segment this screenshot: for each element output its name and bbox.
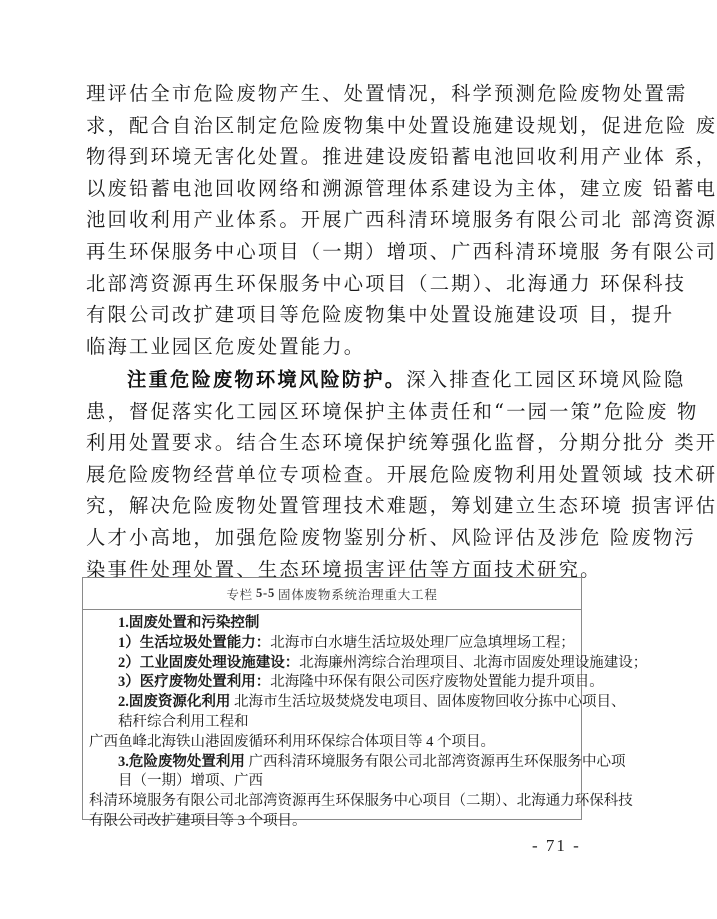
box-title-number: 5-5	[255, 586, 276, 600]
text-line: 广西鱼峰北海铁山港固废循环利用环保综合体项目等 4 个项目。	[89, 733, 495, 750]
text-line: 秸秆综合利用工程和	[118, 713, 249, 730]
box-title-text: 固体废物系统治理重大工程	[278, 587, 438, 602]
text-line: 利用处置要求。结合生态环境保护统筹强化监督，分期分批分 类开	[86, 431, 717, 455]
item-label: 3）医疗废物处置利用：	[118, 674, 271, 691]
text-line: 再生环保服务中心项目（一期）增项、广西科清环境服 务有限公司	[86, 239, 717, 263]
section-heading: 1.固废处置和污染控制	[118, 615, 260, 631]
item-label: 1）生活垃圾处置能力：	[118, 634, 271, 651]
list-item	[89, 753, 626, 773]
text-line: 染事件处理处置、生态环境损害评估等方面技术研究。	[86, 557, 602, 581]
text-line: 理评估全市危险废物产生、处置情况，科学预测危险废物处置需	[86, 82, 688, 105]
text-line: 人才小高地，加强危险废物鉴别分析、风险评估及涉危 险废物污	[86, 525, 696, 549]
list-item	[89, 673, 604, 693]
text-line: 池回收利用产业体系。开展广西科清环境服务有限公司北 部湾资源	[86, 208, 717, 232]
text-line: 究，解决危险废物处置管理技术难题，筹划建立生态环境 损害评估	[86, 494, 717, 518]
text-line: 求，配合自治区制定危险废物集中处置设施建设规划，促进危险 废	[86, 113, 717, 137]
text-line: 目（一期）增项、广西	[118, 773, 263, 790]
item-text: 广西科清环境服务有限公司北部湾资源再生环保服务中心项	[244, 753, 626, 770]
text-line: 北部湾资源再生环保服务中心项目（二期）、北海通力 环保科技	[86, 271, 687, 295]
paragraph-lead-heading: 注重危险废物环境风险防护。	[127, 368, 407, 391]
list-item	[89, 634, 575, 654]
text-line: 有限公司改扩建项目等 3 个项目。	[89, 812, 307, 829]
page-number: - 71 -	[532, 836, 581, 855]
text-line	[86, 364, 686, 396]
section-heading: 2.固废资源化利用	[118, 694, 231, 711]
body-paragraph-hazardous-waste-disposal	[86, 78, 717, 362]
text-line: 科清环境服务有限公司北部湾资源再生环保服务中心项目（二期）、北海通力环保科技	[89, 793, 633, 810]
text-line: 物得到环境无害化处置。推进建设废铅蓄电池回收利用产业体 系，	[86, 145, 717, 169]
text-line: 患，督促落实化工园区环境保护主体责任和“一园一策”危险废 物	[86, 399, 699, 423]
box-content	[83, 610, 648, 832]
list-item	[89, 654, 648, 674]
box-title	[83, 578, 581, 610]
item-text: 北海市生活垃圾焚烧发电项目、固体废物回收分拣中心项目、	[230, 694, 626, 711]
text-line: 以废铅蓄电池回收网络和溯源管理体系建设为主体，建立废 铅蓄电	[86, 176, 717, 200]
item-text: 北海市白水塘生活垃圾处理厂应急填埋场工程；	[270, 634, 575, 651]
text-line: 临海工业园区危废处置能力。	[86, 334, 366, 358]
special-column-box	[82, 577, 648, 829]
section-heading: 3.危险废物处置利用	[118, 753, 245, 770]
item-text: 北海廉州湾综合治理项目、北海市固废处理设施建设；	[299, 654, 648, 671]
text-line: 有限公司改扩建项目等危险废物集中处置设施建设项 目，提升	[86, 303, 675, 327]
item-label: 2）工业固废处理设施建设：	[118, 654, 300, 671]
item-text: 北海隆中环保有限公司医疗废物处置能力提升项目。	[270, 674, 604, 691]
list-item	[89, 693, 626, 713]
box-title-prefix: 专栏	[226, 587, 253, 602]
text-fragment: 深入排查化工园区环境风险隐	[406, 368, 686, 391]
body-paragraph-risk-prevention	[86, 364, 717, 585]
text-line: 展危险废物经营单位专项检查。开展危险废物利用处置领域 技术研	[86, 462, 717, 486]
